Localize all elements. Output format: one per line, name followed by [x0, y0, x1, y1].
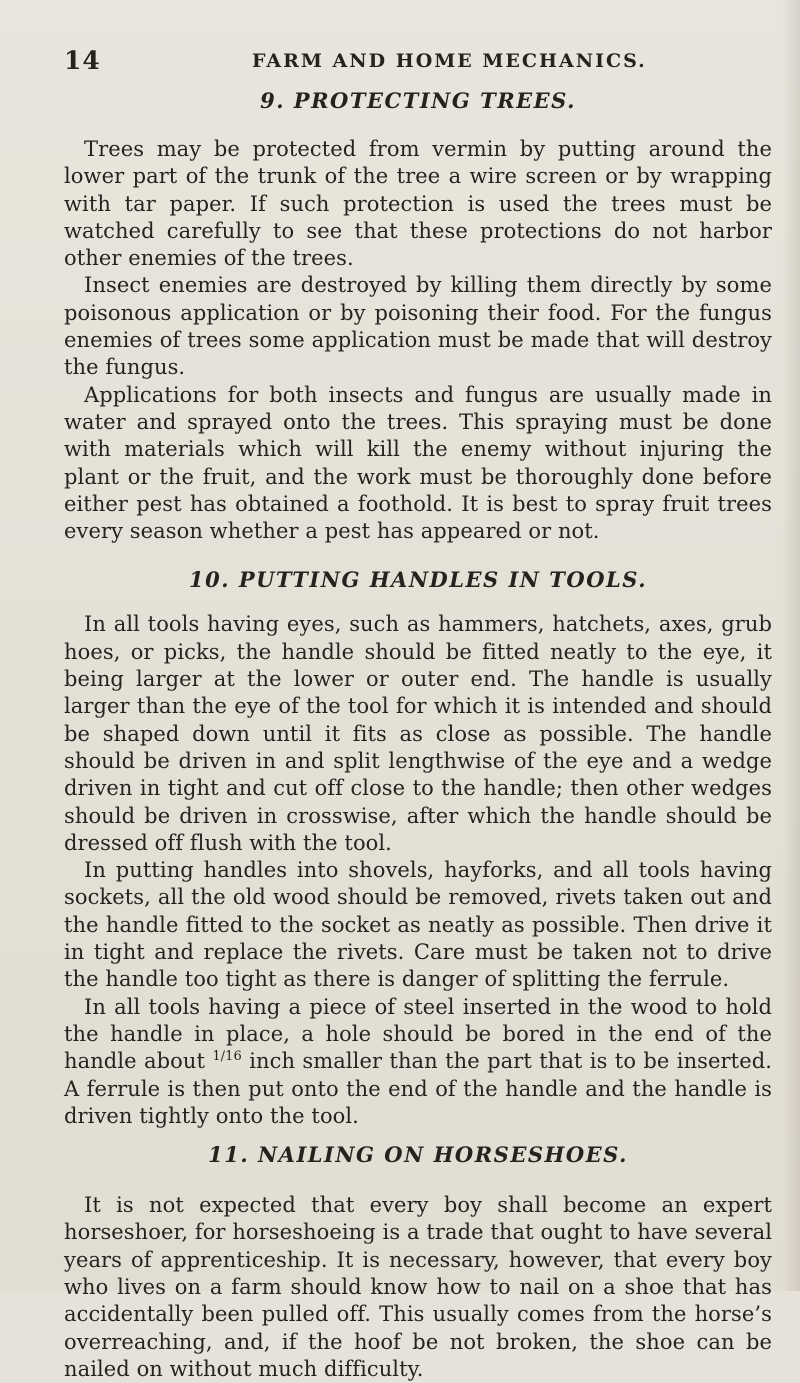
- section-heading-putting-handles: 10. PUTTING HANDLES IN TOOLS.: [188, 567, 648, 593]
- fraction: 1/16: [212, 1049, 242, 1065]
- paragraph: Insect enemies are destroyed by killing them directly by some poisonous application or by poisoning their food. For the fungus enemies of trees some application must be made that will destroy the fungus.: [64, 273, 772, 380]
- page-header: [64, 46, 770, 76]
- paragraph: In all tools having eyes, such as hammers, hatchets, axes, grub hoes, or picks, the handle should be fitted neatly to the eye, it being larger at the lower or outer end. The handle is usually larger than the eye of the tool for which it is intended and should be shaped down until it fits as close as possible. The handle should be driven in and split lengthwise of the eye and a wedge driven in tight and cut off close to the handle; then other wedges should be driven in crosswise, after which the handle should be dressed off flush with the tool.: [64, 612, 772, 855]
- paragraph-text-before: In all tools having a piece of steel inserted in the wood to hold the handle in place, a hole should be bored in the end of the handle about: [64, 994, 772, 1074]
- page-number: 14: [64, 46, 101, 75]
- paragraph: Applications for both insects and fungus are usually made in water and sprayed onto the trees. This spraying must be done with materials which will kill the enemy without injuring the plant or the fruit, and the work must be thoroughly done before either pest has obtained a foothold. It is best to spray fruit trees every season whether a pest has appeared or not.: [64, 382, 772, 544]
- page-content: [64, 82, 772, 1383]
- paragraph: It is not expected that every boy shall become an expert horseshoer, for horseshoeing is a trade that ought to have several years of apprenticeship. It is necessary, however, that every boy who lives on a farm should know how to nail on a shoe that has accidentally been pulled off. This usually comes from the horse’s overreaching, and, if the hoof be not broken, the shoe can be nailed on without much difficulty.: [64, 1193, 772, 1381]
- paragraph: In putting handles into shovels, hayforks, and all tools having sockets, all the old wood should be removed, rivets taken out and the handle fitted to the socket as neatly as possible. Then drive it in tight and replace the rivets. Care must be taken not to drive the handle too tight as there is danger of splitting the ferrule.: [64, 858, 772, 992]
- paragraph-with-fraction: [64, 994, 772, 1130]
- section-heading-nailing-horseshoes: 11. NAILING ON HORSESHOES.: [208, 1142, 628, 1168]
- paragraph: Trees may be protected from vermin by putting around the lower part of the trunk of the tree a wire screen or by wrapping with tar paper. If such protection is used the trees must be watched carefully to see that these protections do not harbor other enemies of the trees.: [64, 137, 772, 271]
- paragraph-text-after: inch smaller than the part that is to be inserted. A ferrule is then put onto the end of the handle and the handle is driven tightly onto the tool.: [64, 1049, 772, 1128]
- section-heading-protecting-trees: 9. PROTECTING TREES.: [260, 88, 576, 113]
- running-title: FARM AND HOME MECHANICS.: [252, 50, 647, 72]
